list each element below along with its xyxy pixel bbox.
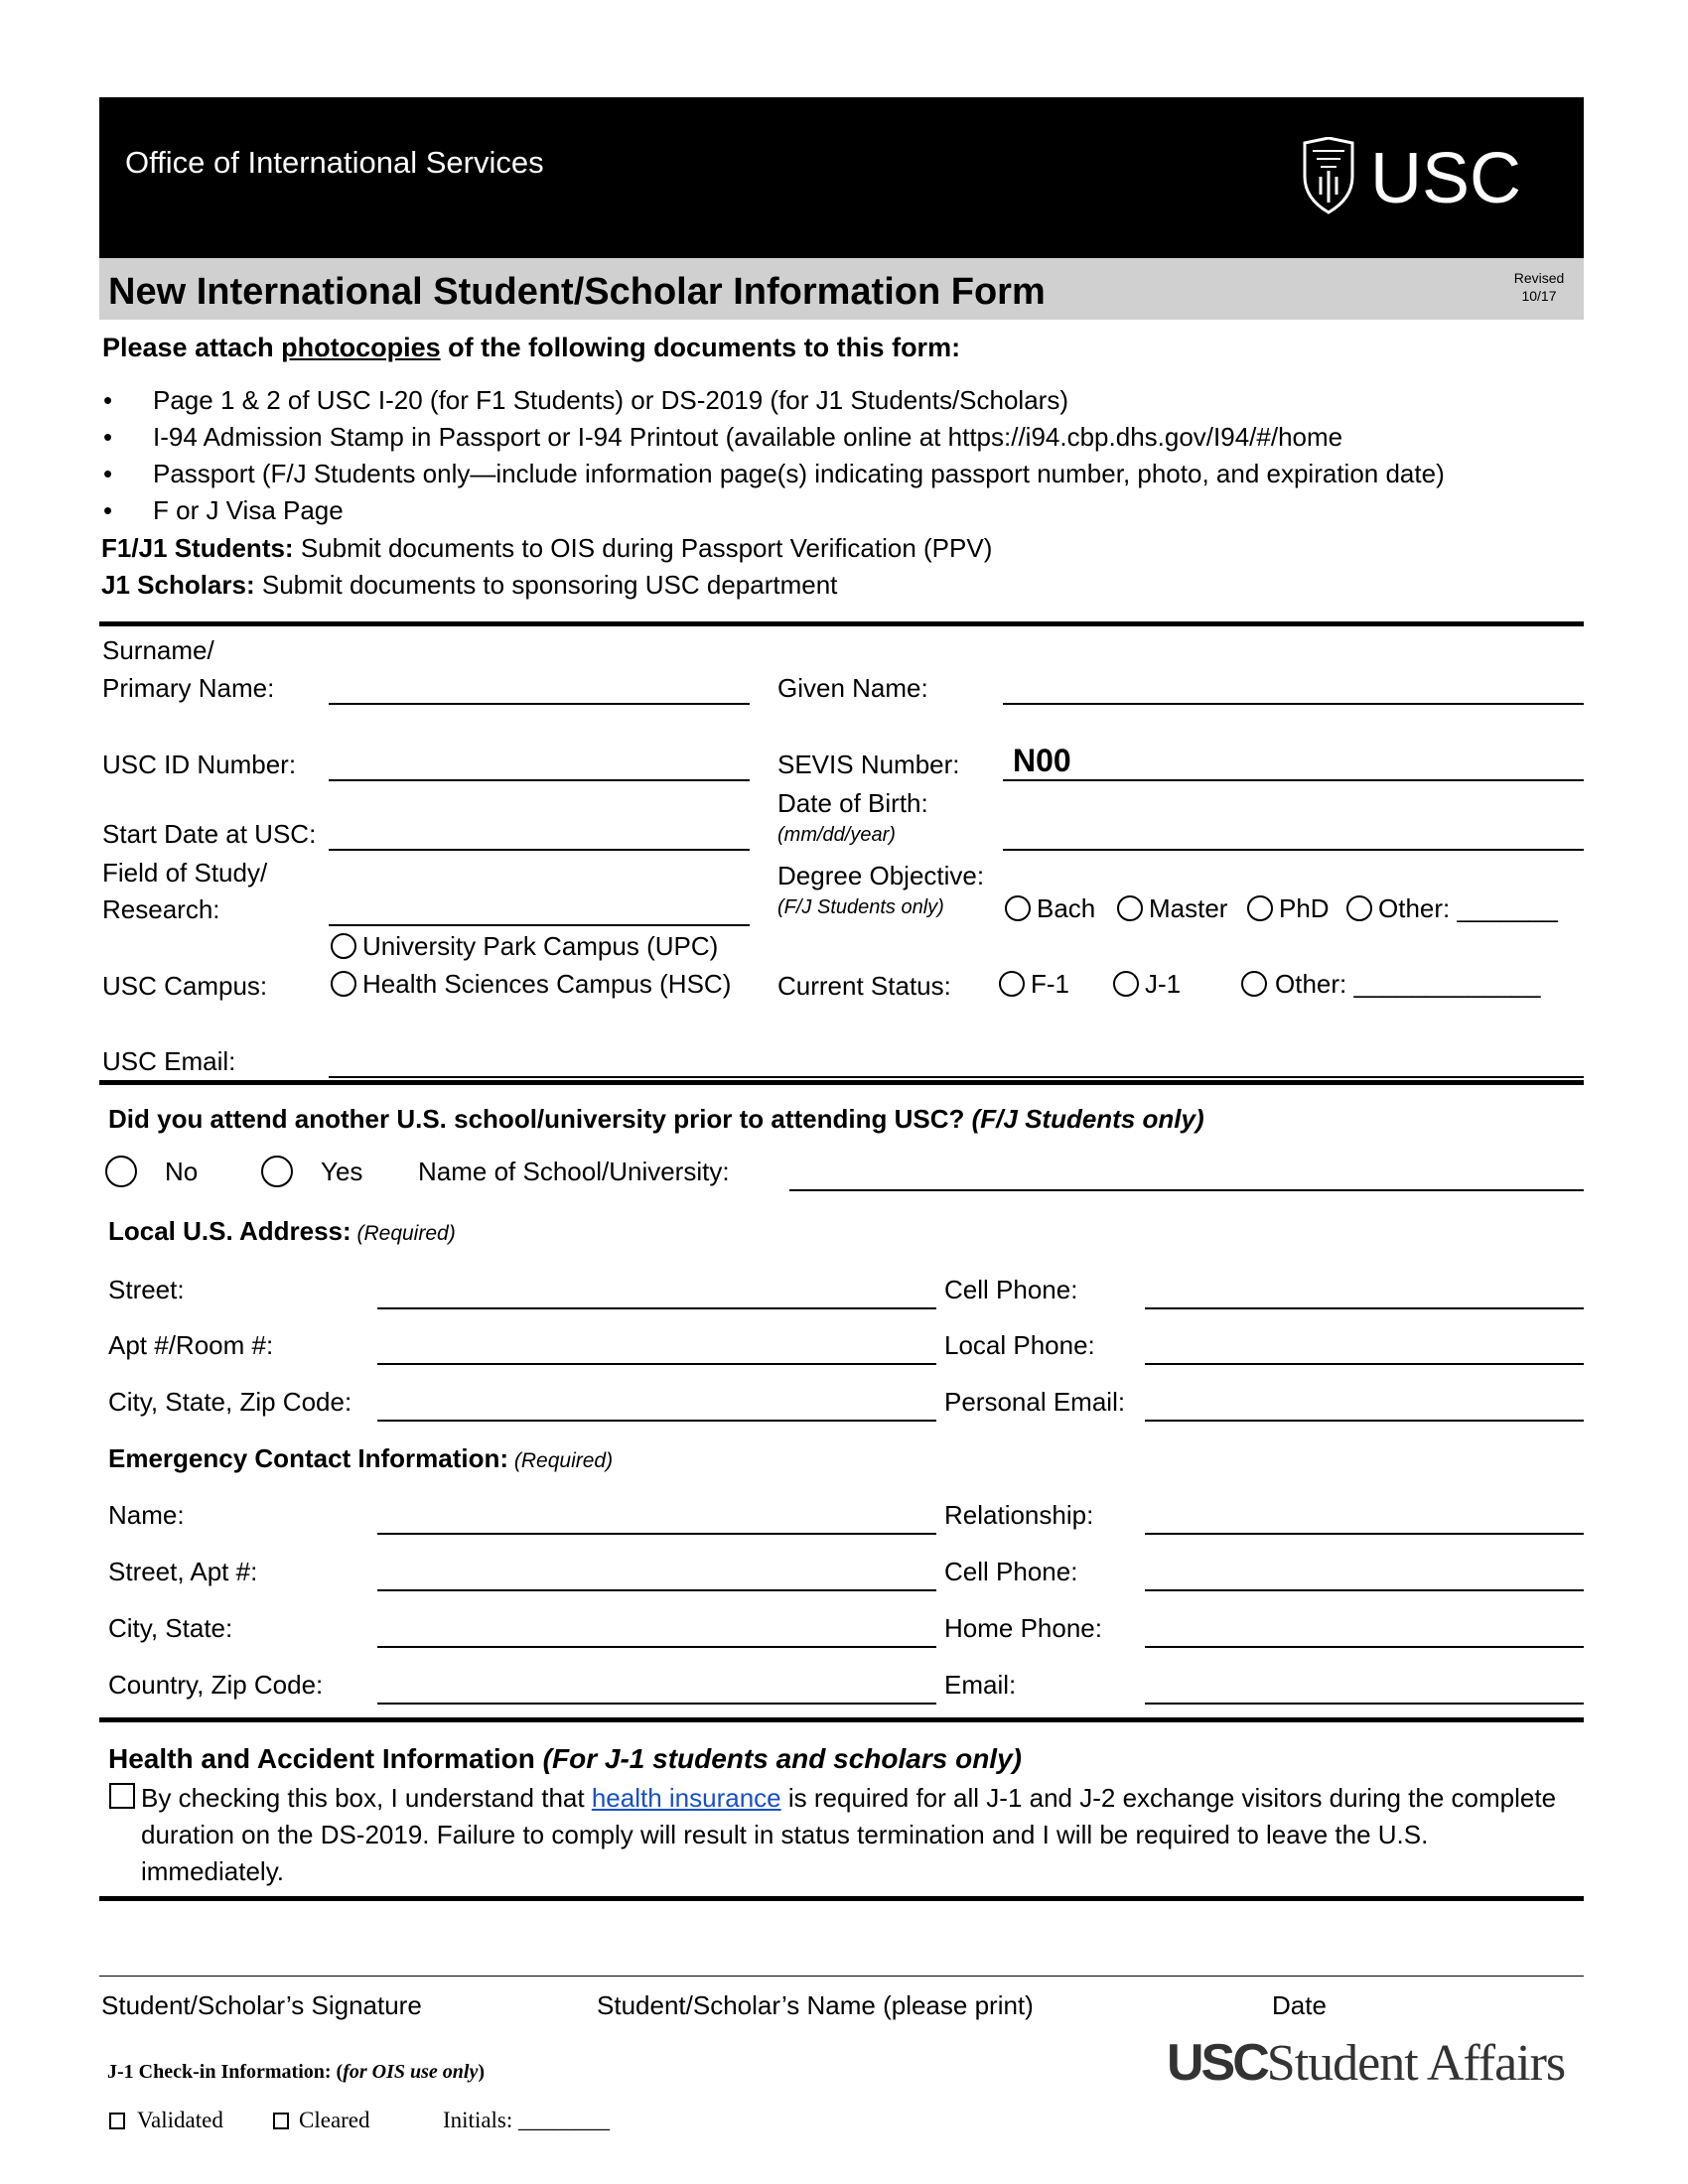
status-f1-radio[interactable]: [999, 971, 1025, 997]
campus-upc-radio[interactable]: [331, 933, 356, 959]
date-label: Date: [1272, 1990, 1327, 2020]
emergency-street-input[interactable]: [377, 1589, 936, 1591]
home-phone-input[interactable]: [1145, 1646, 1584, 1648]
f1j1-note: F1/J1 Students: Submit documents to OIS during Passport Verification (PPV): [101, 533, 993, 563]
emergency-heading: Emergency Contact Information: (Required): [108, 1443, 614, 1473]
emergency-name-label: Name:: [108, 1500, 185, 1530]
emergency-country-input[interactable]: [377, 1703, 936, 1705]
apt-label: Apt #/Room #:: [108, 1330, 274, 1360]
office-name: Office of International Services: [125, 145, 544, 180]
usc-student-affairs-logo: USCStudent Affairs: [1167, 2034, 1566, 2092]
section-divider: [99, 1896, 1584, 1901]
bullet-dot: •: [103, 422, 113, 452]
campus-upc-label: University Park Campus (UPC): [362, 931, 719, 961]
degree-other-radio[interactable]: [1346, 895, 1372, 921]
given-name-label: Given Name:: [777, 673, 928, 703]
school-name-input[interactable]: [789, 1189, 1584, 1191]
dob-label: Date of Birth:: [777, 788, 928, 818]
city-input[interactable]: [377, 1420, 936, 1422]
sevis-input[interactable]: [1003, 779, 1584, 781]
signature-label: Student/Scholar’s Signature: [101, 1990, 422, 2020]
emergency-country-label: Country, Zip Code:: [108, 1670, 324, 1700]
degree-master-radio[interactable]: [1117, 895, 1143, 921]
form-title: New International Student/Scholar Information Form: [108, 271, 1046, 313]
sevis-label: SEVIS Number:: [777, 750, 960, 779]
prior-no-radio[interactable]: [105, 1156, 137, 1187]
bullet-dot: •: [103, 495, 113, 525]
degree-master-label: Master: [1149, 893, 1228, 923]
bullet-i94: I-94 Admission Stamp in Passport or I-94 Printout (available online at https://i94.cbp.dhs.gov/I94/#/home: [153, 422, 1343, 452]
degree-bach-label: Bach: [1037, 893, 1096, 923]
print-name-label: Student/Scholar’s Name (please print): [597, 1990, 1034, 2020]
usc-id-input[interactable]: [329, 779, 750, 781]
health-acknowledgement: By checking this box, I understand that health insurance is required for all J-1 and J-2 exchange visitors during the complete duration on the DS-2019. Failure to comply will result in status termination and I will be required to leave the U.S. immediately.: [141, 1783, 1557, 1886]
degree-hint: (F/J Students only): [777, 896, 944, 918]
local-phone-input[interactable]: [1145, 1363, 1584, 1365]
surname-label: Surname/: [102, 635, 214, 665]
status-f1-label: F-1: [1031, 969, 1069, 999]
signature-line[interactable]: [99, 1976, 1584, 1977]
degree-phd-radio[interactable]: [1247, 895, 1273, 921]
emergency-cell-label: Cell Phone:: [944, 1557, 1078, 1586]
emergency-street-label: Street, Apt #:: [108, 1557, 258, 1586]
field-of-study-label: Field of Study/: [102, 858, 268, 887]
dob-hint: (mm/dd/year): [777, 824, 896, 846]
usc-email-input[interactable]: [329, 1076, 1584, 1078]
campus-label: USC Campus:: [102, 971, 268, 1001]
apt-input[interactable]: [377, 1363, 936, 1365]
status-other-label: Other: _____________: [1275, 969, 1541, 999]
home-phone-label: Home Phone:: [944, 1613, 1102, 1643]
prior-no-label: No: [165, 1157, 199, 1186]
emergency-city-label: City, State:: [108, 1613, 233, 1643]
street-label: Street:: [108, 1275, 185, 1304]
section-divider: [99, 1717, 1584, 1722]
start-date-input[interactable]: [329, 849, 750, 851]
relationship-input[interactable]: [1145, 1533, 1584, 1535]
usc-logo-text: USC: [1370, 139, 1522, 218]
school-name-label: Name of School/University:: [418, 1157, 730, 1186]
dob-input[interactable]: [1003, 849, 1584, 851]
revised-date: 10/17: [1521, 288, 1557, 304]
status-j1-radio[interactable]: [1113, 971, 1139, 997]
bullet-dot: •: [103, 385, 113, 415]
usc-email-label: USC Email:: [102, 1046, 236, 1076]
degree-label: Degree Objective:: [777, 861, 985, 890]
j1-note: J1 Scholars: Submit documents to sponsoring USC department: [101, 570, 838, 600]
cleared-label: Cleared: [299, 2108, 370, 2132]
sevis-value: N00: [1013, 743, 1071, 778]
prior-yes-radio[interactable]: [261, 1156, 293, 1187]
field-of-study-label: Research:: [102, 894, 220, 924]
campus-hsc-label: Health Sciences Campus (HSC): [362, 969, 732, 999]
section-divider: [99, 621, 1584, 626]
prior-yes-label: Yes: [321, 1157, 363, 1186]
status-j1-label: J-1: [1145, 969, 1182, 999]
city-label: City, State, Zip Code:: [108, 1387, 352, 1417]
local-phone-label: Local Phone:: [944, 1330, 1095, 1360]
emergency-email-label: Email:: [944, 1670, 1017, 1700]
bullet-passport: Passport (F/J Students only—include information page(s) indicating passport number, photo, and expiration date): [153, 459, 1445, 488]
revised-label: Revised: [1513, 270, 1565, 286]
section-divider: [99, 1080, 1584, 1085]
cleared-checkbox[interactable]: [273, 2113, 289, 2129]
personal-email-label: Personal Email:: [944, 1387, 1126, 1417]
health-insurance-link[interactable]: health insurance: [591, 1783, 781, 1813]
start-date-label: Start Date at USC:: [102, 819, 317, 849]
street-input[interactable]: [377, 1307, 936, 1309]
health-heading: Health and Accident Information (For J-1 students and scholars only): [108, 1743, 1022, 1774]
validated-label: Validated: [137, 2108, 223, 2132]
emergency-cell-input[interactable]: [1145, 1589, 1584, 1591]
personal-email-input[interactable]: [1145, 1420, 1584, 1422]
field-of-study-input[interactable]: [329, 924, 750, 926]
surname-label: Primary Name:: [102, 673, 275, 703]
status-other-radio[interactable]: [1241, 971, 1267, 997]
degree-phd-label: PhD: [1279, 893, 1330, 923]
bullet-dot: •: [103, 459, 113, 488]
usc-id-label: USC ID Number:: [102, 750, 297, 779]
usc-shield-icon: [1301, 137, 1356, 214]
attach-instructions: Please attach photocopies of the following documents to this form:: [102, 333, 961, 362]
relationship-label: Relationship:: [944, 1500, 1094, 1530]
given-name-input[interactable]: [1003, 703, 1584, 705]
emergency-email-input[interactable]: [1145, 1703, 1584, 1705]
prior-school-question: Did you attend another U.S. school/university prior to attending USC? (F/J Students only): [108, 1104, 1204, 1134]
degree-bach-radio[interactable]: [1005, 895, 1031, 921]
cell-phone-input[interactable]: [1145, 1307, 1584, 1309]
health-checkbox[interactable]: [109, 1783, 135, 1809]
campus-hsc-radio[interactable]: [331, 971, 356, 997]
validated-checkbox[interactable]: [109, 2113, 125, 2129]
emergency-city-input[interactable]: [377, 1646, 936, 1648]
status-label: Current Status:: [777, 971, 951, 1001]
bullet-i20: Page 1 & 2 of USC I-20 (for F1 Students) or DS-2019 (for J1 Students/Scholars): [153, 385, 1068, 415]
surname-input[interactable]: [329, 703, 750, 705]
degree-other-label: Other: _______: [1378, 893, 1558, 923]
emergency-name-input[interactable]: [377, 1533, 936, 1535]
ois-heading: J-1 Check-in Information: (for OIS use only): [107, 2061, 486, 2083]
bullet-visa: F or J Visa Page: [153, 495, 344, 525]
cell-phone-label: Cell Phone:: [944, 1275, 1078, 1304]
initials-field[interactable]: Initials: ________: [443, 2108, 611, 2132]
address-heading: Local U.S. Address: (Required): [108, 1216, 456, 1246]
